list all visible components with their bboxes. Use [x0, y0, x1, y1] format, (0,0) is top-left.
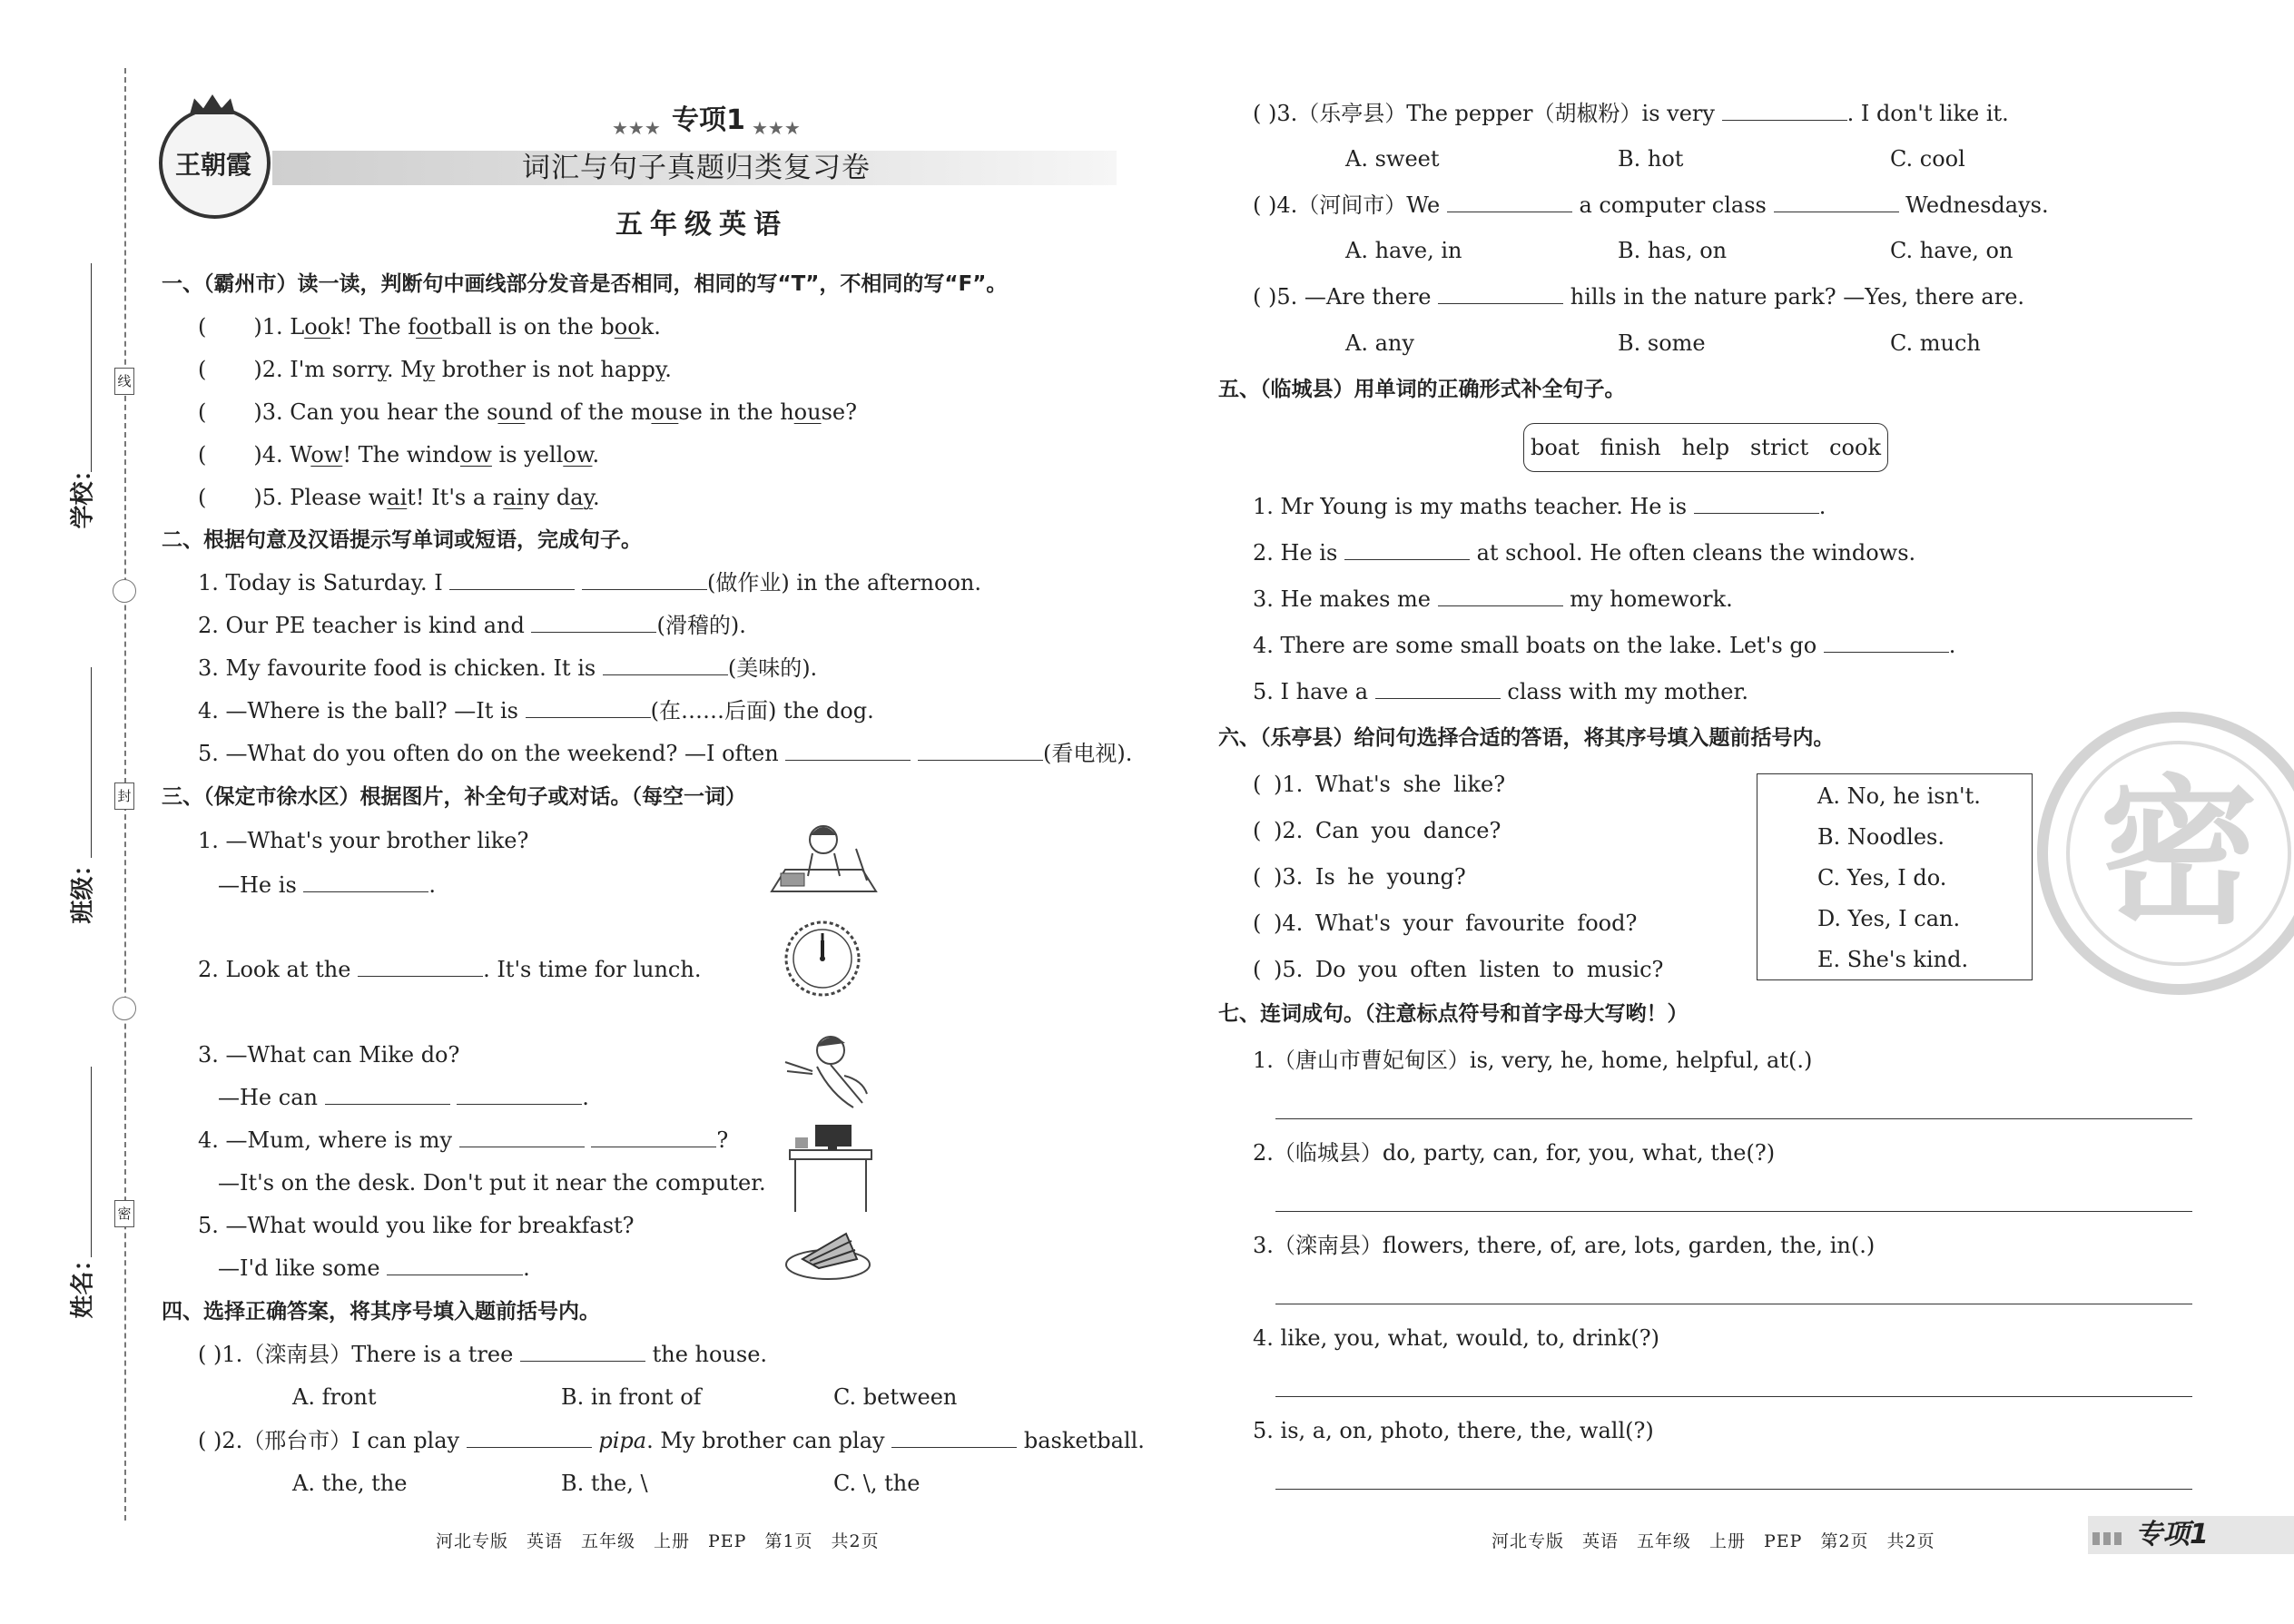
section6-title: 六、（乐亭县）给问句选择合适的答语，将其序号填入题前括号内。	[1218, 726, 1835, 750]
sec4-q1-option-a: A. front	[292, 1384, 377, 1410]
sec4-q2-option-c: C. \, the	[833, 1471, 921, 1496]
sec3-q5-answer: —I'd like some .	[218, 1255, 530, 1281]
sec4-q2-option-b: B. the, \	[561, 1471, 648, 1496]
class-underline	[91, 667, 92, 858]
section1-title: 一、（霸州市）读一读，判断句中画线部分发音是否相同，相同的写“T”，不相同的写“F”。	[162, 272, 1008, 296]
footer-tab-squares-icon	[2092, 1532, 2122, 1545]
sec5-item-4: 4. There are some small boats on the lake. Let's go .	[1253, 633, 1956, 658]
sec2-item-2: 2. Our PE teacher is kind and (滑稽的).	[198, 613, 746, 638]
sec4-q4-option-a: A. have, in	[1345, 238, 1462, 263]
sec4-q4-option-c: C. have, on	[1890, 238, 2013, 263]
header-stars-left: ★★★	[612, 117, 661, 139]
sec4-q5-option-b: B. some	[1618, 330, 1706, 356]
sec3-q2: 2. Look at the . It's time for lunch.	[198, 957, 702, 982]
sec5-item-5: 5. I have a class with my mother.	[1253, 679, 1748, 704]
sec7-item-1: 1.（唐山市曹妃甸区）is, very, he, home, helpful, at(.)	[1253, 1048, 1813, 1073]
svg-text:密: 密	[2099, 762, 2259, 946]
sec3-q1-answer: —He is .	[218, 872, 437, 898]
sec4-q5-option-a: A. any	[1345, 330, 1414, 356]
sec4-q3-option-a: A. sweet	[1345, 146, 1440, 172]
sec5-item-3: 3. He makes me my homework.	[1253, 586, 1733, 612]
sec6-answer-a: A. No, he isn't.	[1817, 783, 1981, 809]
mark-seal: 封	[114, 782, 134, 810]
secret-watermark-icon	[2029, 704, 2294, 1003]
sec3-q5-question: 5. —What would you like for breakfast?	[198, 1213, 635, 1238]
sec6-answer-b: B. Noodles.	[1817, 824, 1944, 850]
sec2-item-4: 4. —Where is the ball? —It is (在……后面) the dog.	[198, 698, 874, 723]
sec4-q2: ( )2.（邢台市）I can play pipa. My brother can play basketball.	[198, 1428, 1145, 1453]
section2-title: 二、根据句意及汉语提示写单词或短语，完成句子。	[162, 528, 642, 552]
word-box: boat finish help strict cook	[1523, 423, 1888, 472]
sec4-q3: ( )3.（乐亭县）The pepper（胡椒粉）is very . I don't like it.	[1253, 101, 2009, 126]
desk-computer-picture	[783, 1121, 878, 1216]
sec7-item-4: 4. like, you, what, would, to, drink(?)	[1253, 1325, 1660, 1351]
sec5-item-2: 2. He is at school. He often cleans the windows.	[1253, 540, 1916, 566]
clock-picture	[781, 917, 864, 1000]
boy-cooking-picture	[776, 1030, 881, 1117]
name-underline	[91, 1067, 92, 1257]
sec4-q3-option-c: C. cool	[1890, 146, 1965, 172]
answer-line-1[interactable]	[1275, 1118, 2192, 1119]
name-label: 姓名：	[69, 1247, 97, 1319]
footer-right: 河北专版 英语 五年级 上册 PEP 第2页 共2页	[1492, 1531, 1935, 1551]
school-label: 学校：	[69, 458, 97, 529]
sec6-question-4: ( )4. What's your favourite food?	[1253, 910, 1638, 936]
sec3-q3-question: 3. —What can Mike do?	[198, 1042, 460, 1068]
section7-title: 七、连词成句。（注意标点符号和首字母大写哟！）	[1218, 1002, 1689, 1026]
sec6-answer-d: D. Yes, I can.	[1817, 906, 1961, 931]
sec3-q3-answer: —He can .	[218, 1085, 589, 1110]
section4-title: 四、选择正确答案，将其序号填入题前括号内。	[162, 1300, 600, 1324]
sec4-q4-option-b: B. has, on	[1618, 238, 1728, 263]
header-title: 词汇与句子真题归类复习卷	[522, 152, 871, 184]
logo-badge	[159, 107, 271, 219]
answer-line-5[interactable]	[1275, 1489, 2192, 1490]
sec3-q1-question: 1. —What's your brother like?	[198, 828, 529, 853]
sec2-item-5: 5. —What do you often do on the weekend? —I often (看电视).	[198, 741, 1133, 766]
boy-studying-picture	[767, 817, 881, 899]
sec6-answer-c: C. Yes, I do.	[1817, 865, 1947, 891]
sec6-question-1: ( )1. What's she like?	[1253, 772, 1506, 797]
sec4-q5: ( )5. —Are there hills in the nature park? —Yes, there are.	[1253, 284, 2025, 310]
class-label: 班级：	[69, 852, 97, 924]
school-underline	[91, 263, 92, 472]
sec4-q1-option-c: C. between	[833, 1384, 958, 1410]
cake-picture	[783, 1221, 873, 1284]
header-series: 专项1	[672, 104, 745, 136]
logo-text: 王朝霞	[174, 150, 251, 180]
sec1-item-2: ( )2. I'm sorry. My brother is not happy.	[198, 357, 672, 382]
logo-crown-icon	[190, 94, 235, 114]
sec4-q3-option-b: B. hot	[1618, 146, 1684, 172]
sec2-item-3: 3. My favourite food is chicken. It is (美味的).	[198, 655, 818, 681]
sec6-answer-e: E. She's kind.	[1817, 947, 1969, 972]
header-stars-right: ★★★	[752, 117, 801, 139]
sec6-question-5: ( )5. Do you often listen to music?	[1253, 957, 1664, 982]
sec3-q4-question: 4. —Mum, where is my ?	[198, 1127, 729, 1153]
answer-line-2[interactable]	[1275, 1211, 2192, 1212]
footer-left: 河北专版 英语 五年级 上册 PEP 第1页 共2页	[436, 1531, 880, 1551]
answer-line-4[interactable]	[1275, 1396, 2192, 1397]
sec2-item-1: 1. Today is Saturday. I (做作业) in the afternoon.	[198, 570, 982, 595]
section3-title: 三、（保定市徐水区）根据图片，补全句子或对话。（每空一词）	[162, 785, 746, 809]
sec4-q4: ( )4.（河间市）We a computer class Wednesdays.	[1253, 192, 2049, 218]
footer-tab-label: 专项1	[2135, 1519, 2209, 1550]
mark-line: 线	[114, 368, 134, 395]
sec7-item-3: 3.（滦南县）flowers, there, of, are, lots, garden, the, in(.)	[1253, 1233, 1876, 1258]
sec1-item-3: ( )3. Can you hear the sound of the mouse in the house?	[198, 399, 857, 425]
page-title: 五年级英语	[615, 209, 788, 241]
sec1-item-5: ( )5. Please wait! It's a rainy day.	[198, 485, 600, 510]
sec6-question-3: ( )3. Is he young?	[1253, 864, 1466, 890]
sec4-q1-option-b: B. in front of	[561, 1384, 702, 1410]
sec3-q4-answer: —It's on the desk. Don't put it near the computer.	[218, 1170, 766, 1196]
sec1-item-1: ( )1. Look! The football is on the book.	[198, 314, 661, 340]
sec1-item-4: ( )4. Wow! The window is yellow.	[198, 442, 600, 468]
mark-secret: 密	[114, 1200, 134, 1227]
sec4-q1: ( )1.（滦南县）There is a tree the house.	[198, 1342, 768, 1367]
sec7-item-2: 2.（临城县）do, party, can, for, you, what, the(?)	[1253, 1140, 1776, 1166]
section5-title: 五、（临城县）用单词的正确形式补全句子。	[1218, 378, 1626, 401]
sec6-question-2: ( )2. Can you dance?	[1253, 818, 1501, 843]
sec4-q2-option-a: A. the, the	[292, 1471, 408, 1496]
sec5-item-1: 1. Mr Young is my maths teacher. He is .	[1253, 494, 1826, 519]
binding-circle-icon	[113, 579, 136, 603]
sec7-item-5: 5. is, a, on, photo, there, the, wall(?)	[1253, 1418, 1654, 1443]
binding-circle-icon	[113, 997, 136, 1020]
sec4-q5-option-c: C. much	[1890, 330, 1981, 356]
